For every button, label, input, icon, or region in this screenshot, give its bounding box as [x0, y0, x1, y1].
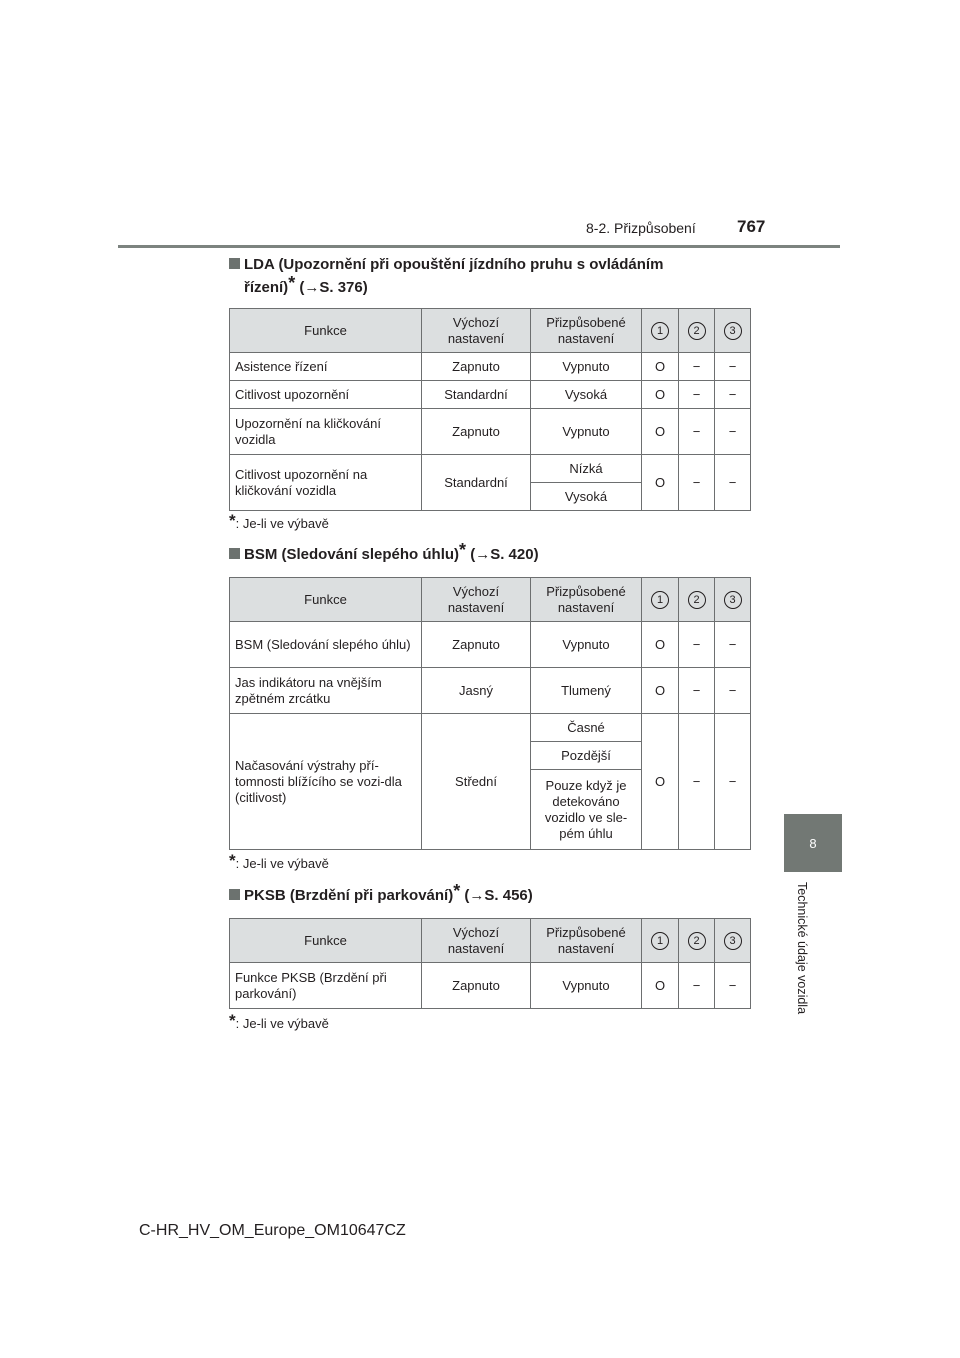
chapter-tab: [784, 814, 842, 872]
col-header-function: Funkce: [230, 919, 422, 963]
col-header-3: [715, 309, 751, 353]
col-header-2: [679, 919, 715, 963]
table-row: Citlivost upozornění na kličkování vozidla Standardní Nízká O − −: [230, 455, 751, 483]
chapter-number: 8: [809, 835, 817, 851]
square-bullet-icon: [229, 548, 240, 559]
col-header-custom: Přizpůsobené nastavení: [531, 919, 642, 963]
col-header-3: [715, 578, 751, 622]
col-header-2: [679, 578, 715, 622]
table-row: Vysoká: [230, 483, 751, 511]
header-divider: [118, 245, 840, 248]
circled-1-icon: 1: [651, 932, 669, 950]
asterisk-icon: *: [229, 1011, 236, 1030]
col-header-1: [642, 578, 679, 622]
table-row: Načasování výstrahy pří-tomnosti blížícího se vozi-dla (citlivost) Střední Časné O − −: [230, 714, 751, 742]
circled-3-icon: 3: [724, 322, 742, 340]
table-row: Jas indikátoru na vnějším zpětném zrcátku Jasný Tlumený O − −: [230, 668, 751, 714]
table-row: Pouze když je detekováno vozidlo ve sle-pém úhlu: [230, 770, 751, 850]
col-header-3: [715, 919, 751, 963]
col-header-function: Funkce: [230, 578, 422, 622]
table-row: BSM (Sledování slepého úhlu) Zapnuto Vypnuto O − −: [230, 622, 751, 668]
document-code: C-HR_HV_OM_Europe_OM10647CZ: [139, 1222, 406, 1239]
circled-1-icon: 1: [651, 322, 669, 340]
col-header-custom: Přizpůsobené nastavení: [531, 578, 642, 622]
square-bullet-icon: [229, 889, 240, 900]
asterisk-icon: *: [459, 540, 467, 560]
section-title-lda: LDA (Upozornění při opouštění jízdního pruhu s ovládáním řízení)* (→S. 376): [229, 253, 749, 299]
square-bullet-icon: [229, 258, 240, 269]
col-header-1: [642, 919, 679, 963]
col-header-1: [642, 309, 679, 353]
col-header-custom: Přizpůsobené nastavení: [531, 309, 642, 353]
circled-1-icon: 1: [651, 591, 669, 609]
chapter-side-label: Technické údaje vozidla: [795, 882, 809, 1015]
footnote: *: Je-li ve výbavě: [229, 851, 329, 871]
asterisk-icon: *: [229, 511, 236, 530]
table-row: Pozdější: [230, 742, 751, 770]
asterisk-icon: *: [288, 273, 296, 293]
asterisk-icon: *: [229, 851, 236, 870]
col-header-function: Funkce: [230, 309, 422, 353]
col-header-default: Výchozí nastavení: [422, 578, 531, 622]
table-pksb: [229, 918, 751, 1009]
circled-2-icon: 2: [688, 591, 706, 609]
table-row: Upozornění na kličkování vozidla Zapnuto Vypnuto O − −: [230, 409, 751, 455]
section-title-bsm: BSM (Sledování slepého úhlu)* (→S. 420): [229, 543, 749, 566]
table-row: Asistence řízení Zapnuto Vypnuto O − −: [230, 353, 751, 381]
col-header-default: Výchozí nastavení: [422, 919, 531, 963]
footnote: *: Je-li ve výbavě: [229, 1011, 329, 1031]
footnote: *: Je-li ve výbavě: [229, 511, 329, 531]
col-header-default: Výchozí nastavení: [422, 309, 531, 353]
circled-3-icon: 3: [724, 932, 742, 950]
circled-2-icon: 2: [688, 322, 706, 340]
asterisk-icon: *: [453, 881, 461, 901]
col-header-2: [679, 309, 715, 353]
circled-3-icon: 3: [724, 591, 742, 609]
table-lda: [229, 308, 751, 511]
circled-2-icon: 2: [688, 932, 706, 950]
page-number: 767: [737, 217, 766, 236]
table-bsm: [229, 577, 751, 850]
table-row: Funkce PKSB (Brzdění při parkování) Zapnuto Vypnuto O − −: [230, 963, 751, 1009]
section-header: 8-2. Přizpůsobení: [586, 220, 696, 236]
section-title-pksb: PKSB (Brzdění při parkování)* (→S. 456): [229, 884, 749, 907]
table-row: Citlivost upozornění Standardní Vysoká O − −: [230, 381, 751, 409]
